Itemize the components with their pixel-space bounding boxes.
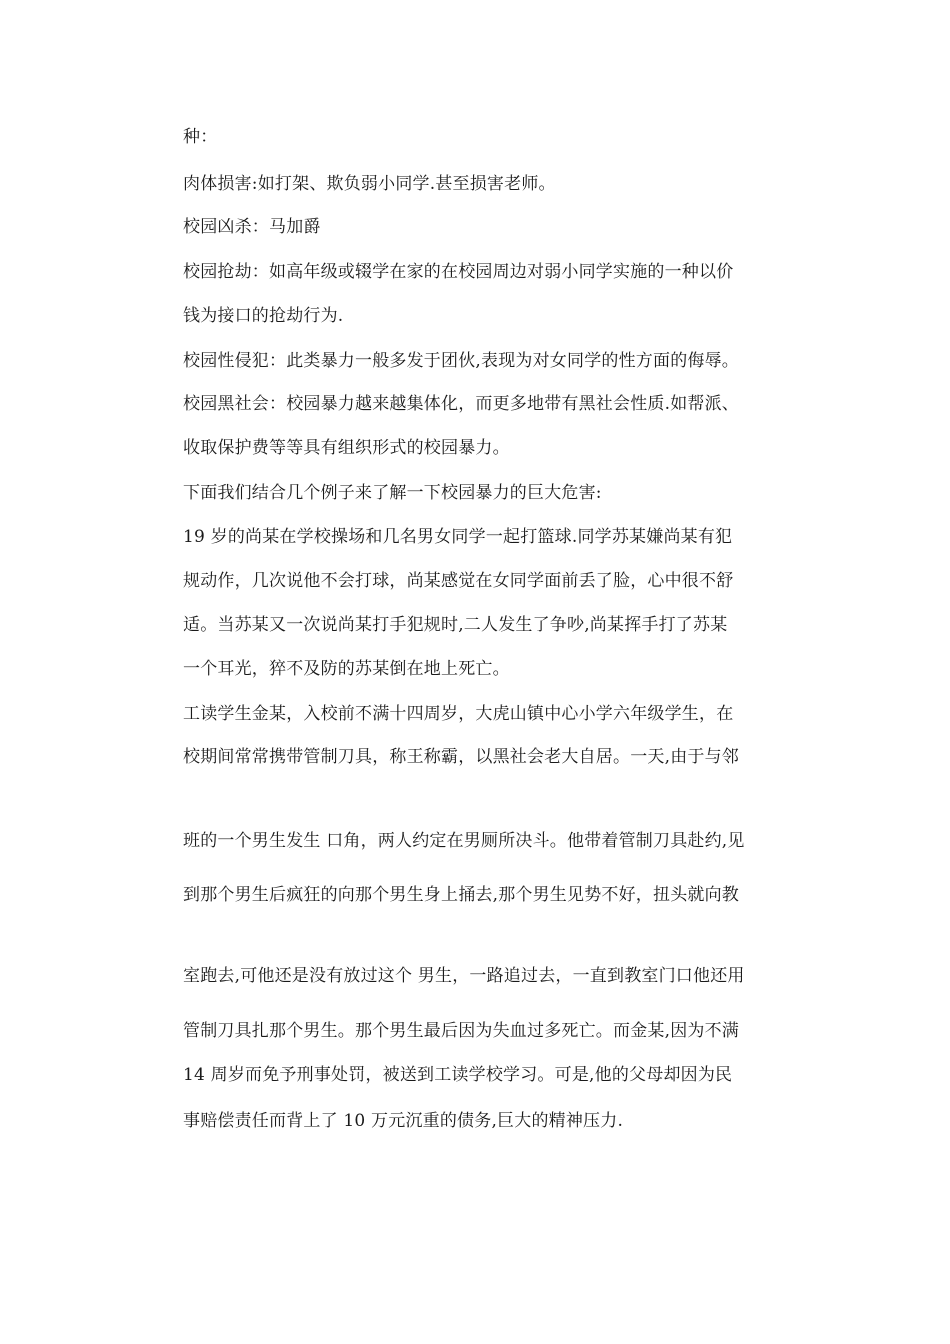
text-line: 工读学生金某，入校前不满十四周岁，大虎山镇中心小学六年级学生，在 [183,704,734,724]
text-line: 种： [183,127,218,147]
text-line: 规动作，几次说他不会打球，尚某感觉在女同学面前丢了脸，心中很不舒 [183,571,734,591]
text-line: 钱为接口的抢劫行为. [183,306,344,326]
text-line: 校期间常常携带管制刀具，称王称霸，以黑社会老大自居。一天,由于与邻 [183,747,740,767]
text-line: 一个耳光，猝不及防的苏某倒在地上死亡。 [183,659,510,679]
text-line: 室跑去,可他还是没有放过这个 男生，一路追过去，一直到教室门口他还用 [183,966,745,986]
text-line: 肉体损害:如打架、欺负弱小同学.甚至损害老师。 [183,174,556,194]
text-line: 14 周岁而免予刑事处罚，被送到工读学校学习。可是,他的父母却因为民 [183,1065,733,1085]
text-line: 管制刀具扎那个男生。那个男生最后因为失血过多死亡。而金某,因为不满 [183,1021,740,1041]
text-line: 下面我们结合几个例子来了解一下校园暴力的巨大危害: [183,483,602,503]
text-line: 19 岁的尚某在学校操场和几名男女同学一起打篮球.同学苏某嫌尚某有犯 [183,527,733,547]
text-line: 事赔偿责任而背上了 10 万元沉重的债务,巨大的精神压力. [183,1111,624,1131]
text-line: 收取保护费等等具有组织形式的校园暴力。 [183,438,510,458]
text-line: 班的一个男生发生 口角，两人约定在男厕所决斗。他带着管制刀具赴约,见 [183,831,745,851]
text-line: 校园性侵犯：此类暴力一般多发于团伙,表现为对女同学的性方面的侮辱。 [183,351,740,371]
text-line: 校园黑社会：校园暴力越来越集体化，而更多地带有黑社会性质.如帮派、 [183,394,740,414]
text-line: 校园凶杀：马加爵 [183,217,321,237]
text-line: 适。当苏某又一次说尚某打手犯规时,二人发生了争吵,尚某挥手打了苏某 [183,615,728,635]
text-line: 到那个男生后疯狂的向那个男生身上捅去,那个男生见势不好，扭头就向教 [183,885,740,905]
text-line: 校园抢劫：如高年级或辍学在家的在校园周边对弱小同学实施的一种以价 [183,262,734,282]
